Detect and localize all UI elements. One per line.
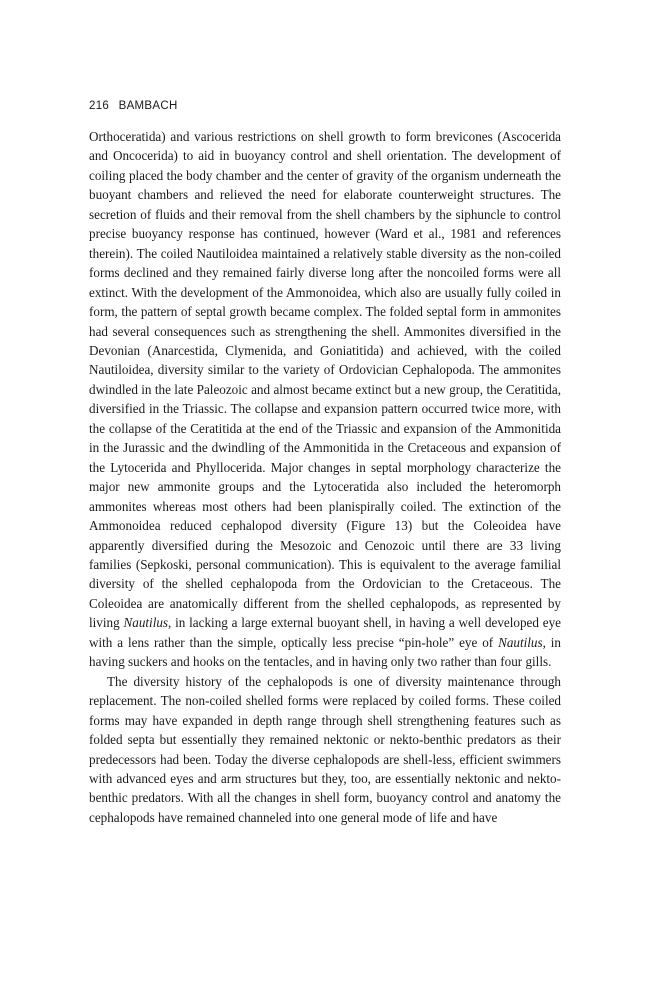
paragraph-1 <box>89 127 561 672</box>
paragraph-1-text-b: , in lacking a large external buoyant shell, in having a well developed eye with a lens rather than the simple, optically less precise “pin-hole” eye of <box>89 615 562 650</box>
document-page <box>89 98 561 827</box>
page-number: 216 <box>89 100 110 112</box>
paragraph-2: The diversity history of the cephalopods is one of diversity maintenance through replacement. The non-coiled shelled forms were replaced by coiled forms. These coiled forms may have expanded in depth range through shell strengthening features such as folded septa but essentially they remained nektonic or nekto-benthic predators as their predecessors had been. Today the diverse cephalopods are shell-less, efficient swimmers with advanced eyes and arm structures but they, too, are essentially nektonic and nekto-benthic predators. With all the changes in shell form, buoyancy control and anatomy the cephalopods have remained channeled into one general mode of life and have <box>89 673 561 825</box>
paragraph-1-text-c: , in having suckers and hooks on the tentacles, and in having only two rather than four gills. <box>89 634 562 670</box>
running-head <box>89 98 561 114</box>
paragraph-1-text-a: Orthoceratida) and various restrictions on shell growth to form brevicones (Ascocerida and Oncocerida) to aid in buoyancy control and shell orientation. The development of coiling placed the body chamber and the center of gravity of the organism underneath the buoyant chambers and relieved the need for elaborate counterweight structures. The secretion of fluids and their removal from the shell chambers by the siphuncle to control precise buoyancy response has continued, however (Ward et al., 1981 and references therein). The coiled Nautiloidea maintained a relatively stable diversity as the non-coiled forms declined and they remained fairly diverse long after the noncoiled forms were all extinct. With the development of the Ammonoidea, which also are usually fully coiled in form, the pattern of septal growth became complex. The folded septal form in ammonites had several consequences such as strengthening the shell. Ammonites diversified in the Devonian (Anarcestida, Clymenida, and Goniatitida) and achieved, with the coiled Nautiloidea, diversity similar to the variety of Ordovician Cephalopoda. The ammonites dwindled in the late Paleozoic and almost became extinct but a new group, the Ceratitida, diversified in the Triassic. The collapse and expansion pattern occurred twice more, with the collapse of the Ceratitida at the end of the Triassic and expansion of the Ammonitida in the Jurassic and the dwindling of the Ammonitida in the Cretaceous and expansion of the Lytocerida and Phyllocerida. Major changes in septal morphology characterize the major new ammonite groups and the Lytoceratida also included the heteromorph ammonites whereas most others had been planispirally coiled. The extinction of the Ammonoidea reduced cephalopod diversity (Figure 13) but the Coleoidea have apparently diversified during the Mesozoic and Cenozoic until there are 33 living families (Sepkoski, personal communication). This is equivalent to the average familial diversity of the shelled cephalopoda from the Ordovician to the Cretaceous. The Coleoidea are anatomically different from the shelled cephalopods, as represented by living <box>89 129 561 631</box>
species-name-nautilus: Nautilus <box>123 615 169 631</box>
running-title: BAMBACH <box>118 100 178 112</box>
species-name-nautilus-2: Nautilus <box>498 634 543 650</box>
